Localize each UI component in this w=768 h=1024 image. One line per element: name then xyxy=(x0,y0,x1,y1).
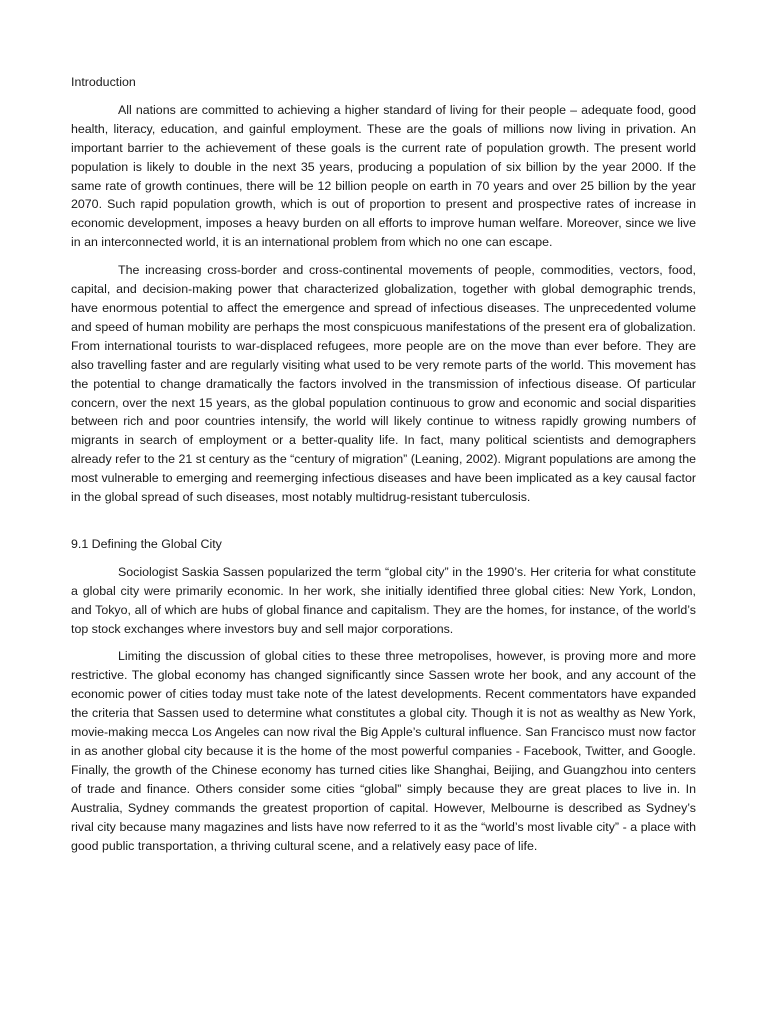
paragraph: Limiting the discussion of global cities to these three metropolises, however, is proving more and more restrictive. The global economy has changed significantly since Sassen wrote her book, and any account of the economic power of cities today must take note of the latest developments. Recent commentators have expanded the criteria that Sassen used to determine what constitutes a global city. Though it is not as wealthy as New York, movie-making mecca Los Angeles can now rival the Big Apple’s cultural influence. San Francisco must now factor in as another global city because it is the home of the most powerful companies - Facebook, Twitter, and Google. Finally, the growth of the Chinese economy has turned cities like Shanghai, Beijing, and Guangzhou into centers of trade and finance. Others consider some cities “global” simply because they are great places to live in. In Australia, Sydney commands the greatest proportion of capital. However, Melbourne is described as Sydney’s rival city because many magazines and lists have now referred to it as the “world’s most livable city” - a place with good public transportation, a thriving cultural scene, and a relatively easy pace of life. xyxy=(71,649,696,853)
document-page xyxy=(71,73,696,864)
paragraph: Sociologist Saskia Sassen popularized the term “global city” in the 1990’s. Her criteria for what constitute a global city were primarily economic. In her work, she initially identified three global cities: New York, London, and Tokyo, all of which are hubs of global finance and capitalism. They are the homes, for instance, of the world’s top stock exchanges where investors buy and sell major corporations. xyxy=(71,564,696,636)
section-spacer xyxy=(71,516,696,535)
section-heading-global-city: 9.1 Defining the Global City xyxy=(71,536,222,551)
paragraph: All nations are committed to achieving a higher standard of living for their people – adequate food, good health, literacy, education, and gainful employment. These are the goals of millions now living in privation. An important barrier to the achievement of these goals is the current rate of population growth. The present world population is likely to double in the next 35 years, producing a population of six billion by the year 2000. If the same rate of growth continues, there will be 12 billion people on earth in 70 years and over 25 billion by the year 2070. Such rapid population growth, which is out of proportion to present and prospective rates of increase in economic development, imposes a heavy burden on all efforts to improve human welfare. Moreover, since we live in an interconnected world, it is an international problem from which no one can escape. xyxy=(71,102,696,250)
section-heading-introduction: Introduction xyxy=(71,75,136,89)
paragraph: The increasing cross-border and cross-continental movements of people, commodities, vectors, food, capital, and decision-making power that characterized globalization, together with global demographic trends, have enormous potential to affect the emergence and spread of infectious diseases. The unprecedented volume and speed of human mobility are perhaps the most conspicuous manifestations of the present era of globalization. From international tourists to war-displaced refugees, more people are on the move than ever before. They are also travelling faster and are regularly visiting what used to be very remote parts of the world. This movement has the potential to change dramatically the factors involved in the transmission of infectious disease. Of particular concern, over the next 15 years, as the global population continuous to grow and economic and social disparities between rich and poor countries intensify, the world will likely continue to witness rapidly growing numbers of migrants in search of employment or a better-quality life. In fact, many political scientists and demographers already refer to the 21 st century as the “century of migration” (Leaning, 2002). Migrant populations are among the most vulnerable to emerging and reemerging infectious diseases and have been implicated as a key causal factor in the global spread of such diseases, most notably multidrug-resistant tuberculosis. xyxy=(71,263,696,505)
